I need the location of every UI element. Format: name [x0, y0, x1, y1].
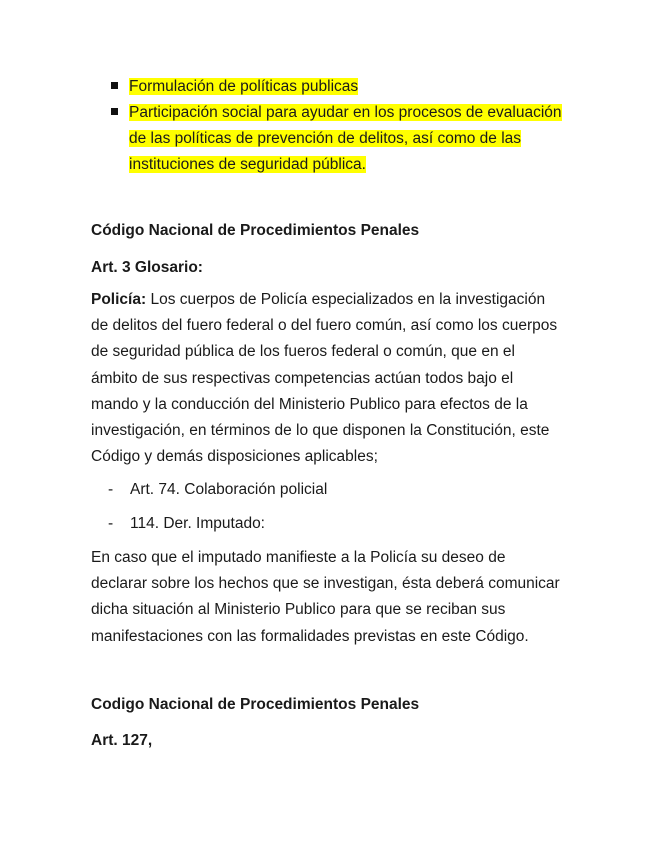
section-heading: Código Nacional de Procedimientos Penales: [91, 222, 420, 239]
dash-marker: -: [108, 481, 114, 498]
article-heading: Art. 127,: [91, 732, 153, 749]
definition-term: Policía:: [91, 291, 147, 308]
square-bullet-icon: [111, 82, 118, 89]
section-heading: Codigo Nacional de Procedimientos Penales: [91, 696, 420, 713]
body-paragraph: En caso que el imputado manifieste a la Policía su deseo de declarar sobre los hechos que se investigan, ésta deberá comunicar dicha situación al Ministerio Publico para que se reciban sus manifestaciones con las formalidades previstas en este Código.: [91, 549, 560, 645]
definition-text: Los cuerpos de Policía especializados en la investigación de delitos del fuero federal o del fuero común, así como los cuerpos de seguridad pública de los fueros federal o común, que en el ámbito de sus respectivas competencias actúan todos bajo el mando y la conducción del Ministerio Publico para efectos de la investigación, en términos de lo que disponen la Constitución, este Código y demás disposiciones aplicables;: [91, 291, 558, 466]
square-bullet-icon: [111, 108, 118, 115]
article-heading: Art. 3 Glosario:: [91, 259, 203, 276]
dash-list-item: [108, 477, 327, 503]
list-item: [108, 74, 578, 100]
dash-marker: -: [108, 515, 114, 532]
list-item: [108, 100, 578, 178]
dash-item-text: 114. Der. Imputado:: [130, 515, 265, 532]
highlighted-bullet-list: [108, 74, 578, 178]
definition-paragraph: [91, 287, 561, 470]
highlighted-text: Participación social para ayudar en los procesos de evaluación de las políticas de prevención de delitos, así como de las instituciones de seguridad pública.: [129, 104, 562, 173]
highlighted-text: Formulación de políticas publicas: [129, 78, 359, 95]
dash-item-text: Art. 74. Colaboración policial: [130, 481, 328, 498]
dash-list-item: [108, 511, 265, 537]
